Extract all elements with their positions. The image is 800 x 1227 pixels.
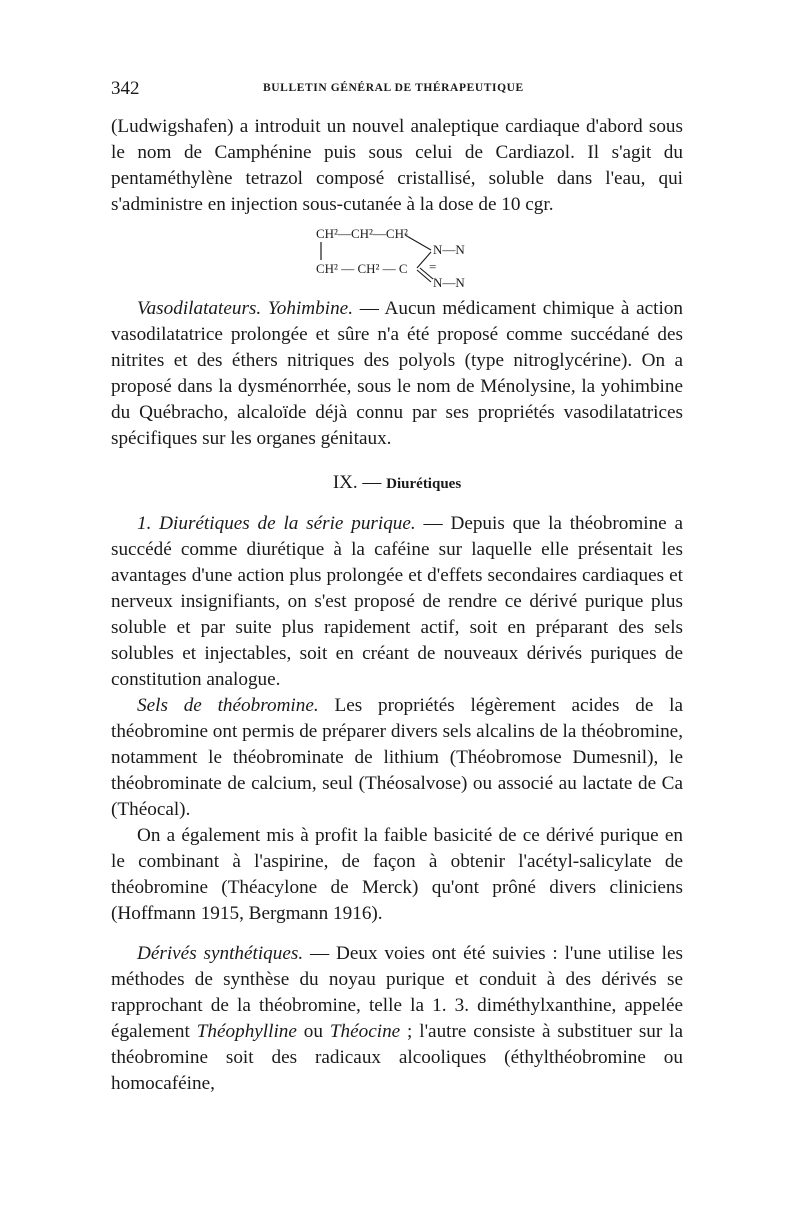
formula-bottom-chain: CH² — CH² — C — [316, 261, 408, 276]
term-theophylline: Théophylline — [196, 1021, 297, 1042]
section-title: IX. — Diurétiques — [332, 472, 462, 493]
bond-upper-diagonal — [405, 235, 431, 250]
page-header — [111, 78, 683, 100]
term-theocine: Théocine — [329, 1021, 401, 1042]
running-title: BULLETIN GÉNÉRAL DE THÉRAPEUTIQUE — [263, 82, 524, 94]
heading-vasodilatateurs: Vasodilatateurs. Yohimbine. — [137, 298, 353, 319]
paragraph-aspirine: On a également mis à profit la faible basicité de ce dérivé purique en le combinant à l'aspirine, de façon à obtenir l'acétyl-salicylate de théobromine (Théacylone de Merck) qu'ont prôné divers cliniciens (Hoffmann 1915, Bergmann 1916). — [111, 825, 683, 924]
chemical-formula — [111, 218, 683, 296]
formula-double-bond: = — [429, 259, 437, 274]
bond-c-to-n-bottom-2 — [420, 268, 433, 279]
formula-n-bottom: N—N — [433, 275, 465, 290]
paragraph-sels-theobromine: Sels de théobromine. Les propriétés légèrement acides de la théobromine ont permis de préparer divers sels alcalins de la théobromine, notamment le théobrominate de lithium (Théobromose Dumesnil), le théobrominate de calcium, seul (Théosalvose) ou associé au lactate de Ca (Théocal). — [111, 695, 683, 820]
formula-top-chain: CH²—CH²—CH² — [316, 226, 408, 241]
section-heading: Diurétiques — [386, 476, 462, 492]
paragraph-derives-synthetiques: Dérivés synthétiques. — Deux voies ont été suivies : l'une utilise les méthodes de synthèse du noyau purique et conduit à des dérivés se rapprochant de la théobromine, telle la 1. 3. diméthylxanthine, appelée également Théophylline ou Théocine ; l'autre consiste à substituer sur la théobromine soit des radicaux alcooliques (éthylthéobromine ou homocaféine, — [111, 943, 684, 1094]
section-number: IX. — [332, 472, 358, 493]
page-number: 342 — [111, 78, 140, 99]
bond-c-to-n-top — [417, 252, 431, 268]
paragraph-cardiazol: (Ludwigshafen) a introduit un nouvel analeptique cardiaque d'abord sous le nom de Camphénine puis sous celui de Cardiazol. Il s'agit du pentaméthylène tetrazol composé cristallisé, soluble dans l'eau, qui s'administre en injection sous-cutanée à la dose de 10 cgr. — [111, 116, 683, 215]
formula-bonds — [111, 218, 683, 296]
heading-derives-synthetiques: Dérivés synthétiques. — [137, 943, 304, 964]
heading-sels-theobromine: Sels de théobromine. — [137, 695, 319, 716]
body-text — [111, 114, 683, 1097]
formula-n-top: N—N — [433, 242, 465, 257]
heading-serie-purique: 1. Diurétiques de la série purique. — [137, 513, 416, 534]
paragraph-vasodilatateurs: Vasodilatateurs. Yohimbine. — Aucun médicament chimique à action vasodilatatrice prolongée et sûre n'a été proposé comme succédané des nitrites et des éthers nitriques des polyols (type nitroglycérine). On a proposé dans la dysménorrhée, sous le nom de Ménolysine, la yohimbine du Québracho, alcaloïde déjà connu par ses propriétés vasodilatatrices spécifiques sur les organes génitaux. — [111, 298, 683, 449]
paragraph-serie-purique: 1. Diurétiques de la série purique. — Depuis que la théobromine a succédé comme diurétique à la caféine sur laquelle elle présentait les avantages d'une action plus prolongée et d'effets secondaires cardiaques et nerveux insignifiants, on s'est proposé de rendre ce dérivé purique plus soluble et par suite plus rapidement actif, soit en préparant des sels solubles et injectables, soit en créant de nouveaux dérivés puriques de constitution analogue. — [111, 513, 683, 690]
